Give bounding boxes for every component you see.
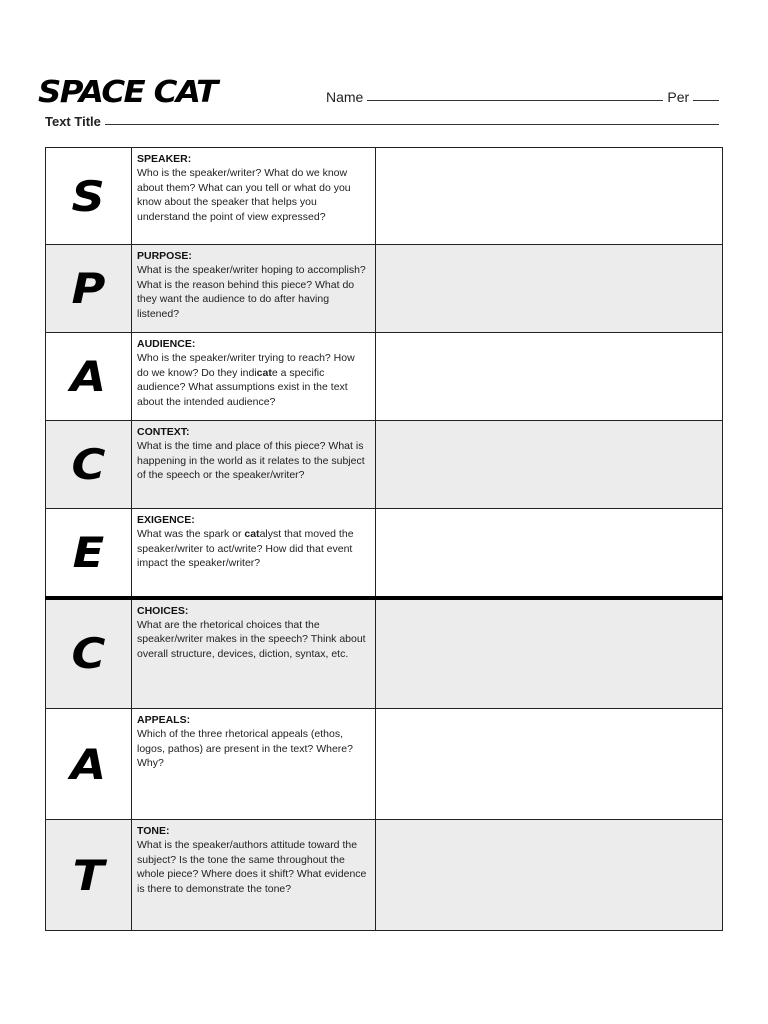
name-label: Name (326, 89, 364, 105)
answer-cell-context[interactable] (376, 421, 723, 509)
prompt-text: e a specific audience? What assumptions exist in the text about the intended audience? (137, 366, 348, 408)
name-field[interactable] (367, 100, 663, 101)
letter-cell (46, 509, 132, 598)
prompt-body: What is the speaker/writer hoping to accomplish? What is the reason behind this piece? What do they want the audience to do after having listened? (137, 264, 366, 320)
row-tone (46, 820, 723, 931)
prompt-heading: AUDIENCE: (137, 338, 196, 350)
letter-cell (46, 598, 132, 709)
prompt-cell (132, 820, 376, 931)
letter-cell (46, 148, 132, 245)
period-label: Per (667, 89, 690, 105)
prompt-body: What are the rhetorical choices that the speaker/writer makes in the speech? Think about overall structure, devices, diction, syntax, etc. (137, 618, 366, 660)
answer-cell-audience[interactable] (376, 333, 723, 421)
row-choices (46, 598, 723, 709)
row-audience (46, 333, 723, 421)
prompt-heading: TONE: (137, 825, 170, 837)
space-cat-logo: SPACE CAT (38, 75, 217, 110)
cat-emphasis: cat (256, 366, 272, 379)
prompt-heading: SPEAKER: (137, 153, 192, 165)
space-cat-table (45, 147, 723, 931)
letter-t: T (72, 850, 105, 900)
letter-a: A (70, 352, 107, 401)
row-appeals (46, 709, 723, 820)
prompt-cell (132, 509, 376, 598)
answer-cell-appeals[interactable] (376, 709, 723, 820)
prompt-body (137, 527, 369, 571)
prompt-cell (132, 421, 376, 509)
letter-cell (46, 333, 132, 421)
prompt-body: What is the time and place of this piece? What is happening in the world as it relates to the subject of the speech or the speaker/writer? (137, 440, 365, 481)
letter-s: S (71, 171, 106, 221)
prompt-cell (132, 333, 376, 421)
letter-e: E (72, 527, 105, 577)
prompt-body (137, 351, 369, 409)
prompt-heading: PURPOSE: (137, 250, 192, 262)
prompt-body: Who is the speaker/writer? What do we know about them? What can you tell or what do you know about the speaker that helps you understand the point of view expressed? (137, 167, 351, 223)
prompt-cell (132, 245, 376, 333)
text-title-field[interactable] (105, 124, 719, 125)
letter-p: P (71, 264, 106, 313)
answer-cell-speaker[interactable] (376, 148, 723, 245)
row-exigence (46, 509, 723, 598)
letter-cell (46, 421, 132, 509)
answer-cell-exigence[interactable] (376, 509, 723, 598)
text-title-label: Text Title (45, 114, 101, 129)
prompt-heading: APPEALS: (137, 714, 191, 726)
letter-c: C (71, 440, 106, 489)
text-title-line (45, 114, 719, 129)
name-period-line (326, 89, 723, 105)
answer-cell-tone[interactable] (376, 820, 723, 931)
letter-a: A (70, 739, 107, 789)
answer-cell-choices[interactable] (376, 598, 723, 709)
prompt-body: Which of the three rhetorical appeals (ethos, logos, pathos) are present in the text? Where? Why? (137, 728, 353, 769)
prompt-cell (132, 598, 376, 709)
prompt-body: What is the speaker/authors attitude toward the subject? Is the tone the same throughout the whole piece? Where does it shift? What evidence is there to demonstrate the tone? (137, 839, 367, 895)
letter-c: C (71, 629, 106, 679)
letter-cell (46, 709, 132, 820)
period-field[interactable] (693, 100, 719, 101)
letter-cell (46, 245, 132, 333)
row-speaker (46, 148, 723, 245)
letter-cell (46, 820, 132, 931)
prompt-heading: CHOICES: (137, 604, 189, 617)
prompt-cell (132, 709, 376, 820)
cat-emphasis: cat (244, 528, 260, 540)
row-context (46, 421, 723, 509)
answer-cell-purpose[interactable] (376, 245, 723, 333)
prompt-heading: EXIGENCE: (137, 514, 195, 526)
prompt-heading: CONTEXT: (137, 426, 190, 438)
prompt-text: Who is the speaker/writer trying to reach? How do we know? Do they indi (137, 352, 355, 379)
row-purpose (46, 245, 723, 333)
prompt-cell (132, 148, 376, 245)
prompt-text: What was the spark or (137, 528, 245, 540)
prompt-text: alyst that moved the speaker/writer to act/write? How did that event impact the speaker/writer? (137, 528, 354, 569)
